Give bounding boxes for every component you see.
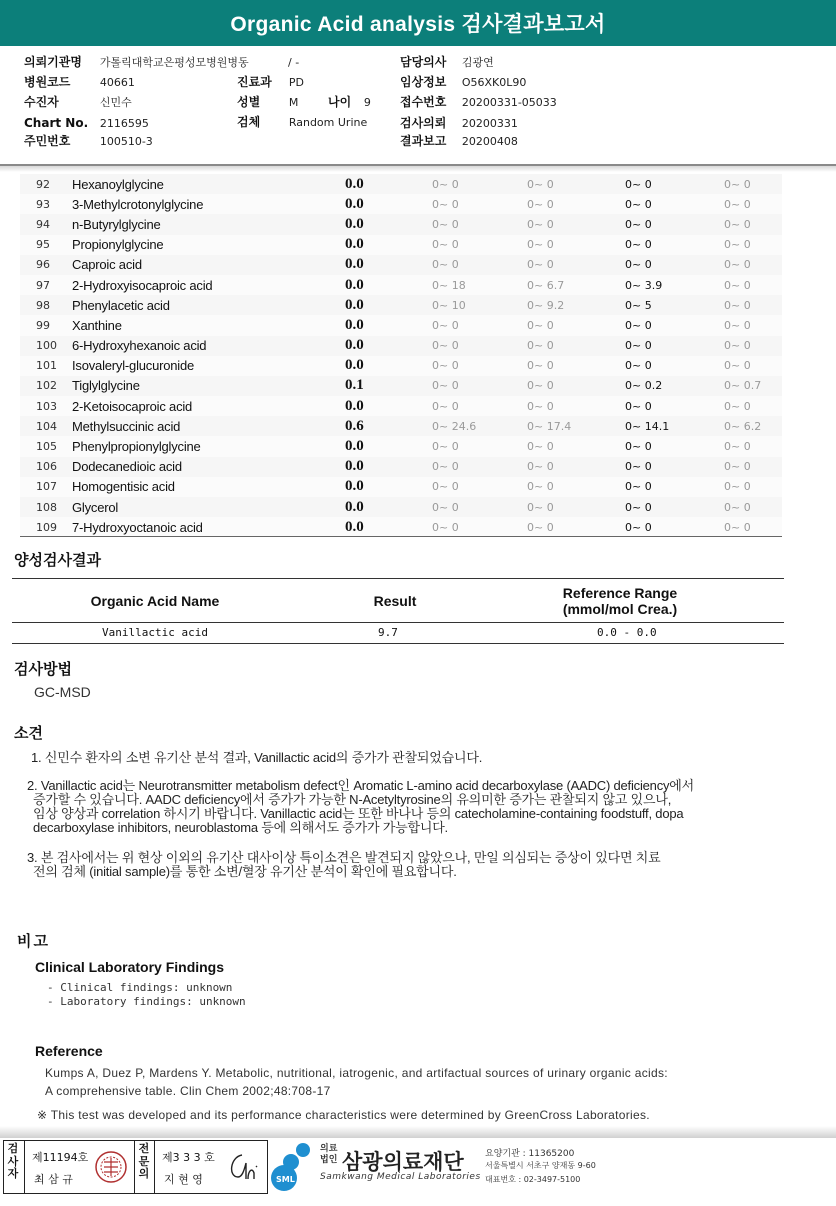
row-number: 98 [36, 298, 50, 312]
row-number: 94 [36, 217, 50, 231]
acid-name: Isovaleryl-glucuronide [72, 358, 195, 374]
header-shadow [0, 166, 836, 172]
ref-range-2: 0~ 0 [527, 318, 554, 332]
acid-name: 7-Hydroxyoctanoic acid [72, 519, 203, 535]
finding-3-line-1: 3. 본 검사에서는 위 현상 이외의 유기산 대사이상 특이소견은 발견되지 않았으나, 만일 의심되는 증상이 있다면 치료 [27, 850, 661, 865]
ref-range-1: 0~ 18 [432, 278, 466, 292]
specialist-name: 지 현 영 [164, 1173, 203, 1186]
row-number: 97 [36, 278, 50, 292]
ref-range-3: 0~ 0 [625, 177, 652, 191]
positive-col-ref-1: Reference Range [562, 585, 678, 601]
specialist-license: 제3 3 3 호 [162, 1151, 215, 1164]
finding-3-line-2: 전의 검체 (initial sample)를 통한 소변/혈장 유기산 분석이 확인에 필요합니다. [33, 864, 457, 879]
row-number: 92 [36, 177, 50, 191]
ref-range-2: 0~ 0 [527, 399, 554, 413]
table-row [20, 457, 782, 477]
row-number: 105 [36, 440, 57, 454]
ref-range-2: 0~ 0 [527, 500, 554, 514]
ref-range-2: 0~ 0 [527, 197, 554, 211]
sex-row [237, 92, 298, 113]
results-table [20, 174, 782, 537]
acid-name: Xanthine [72, 317, 122, 333]
report-date-row [400, 131, 518, 152]
row-number: 106 [36, 460, 57, 474]
positive-top-rule [12, 578, 784, 579]
positive-col-result: Result [373, 593, 417, 609]
ref-range-1: 0~ 0 [432, 177, 459, 191]
accession-value: 20200331-05033 [461, 96, 557, 109]
inspector-label: 검사자 [7, 1142, 19, 1180]
table-row [20, 295, 782, 315]
request-value: 20200331 [461, 117, 518, 130]
clinical-findings-line-1: - Clinical findings: unknown [47, 981, 233, 994]
positive-col-name: Organic Acid Name [90, 593, 220, 609]
table-row [20, 194, 782, 214]
ward-row [288, 52, 299, 73]
acid-result: 0.0 [345, 518, 364, 535]
ref-range-3: 0~ 14.1 [625, 419, 670, 433]
finding-2-line-1: 2. Vanillactic acid는 Neurotransmitter metabolism defect인 Aromatic L-amino acid decarboxylase (AADC) deficiency에서 [27, 778, 695, 793]
patient-row [24, 92, 132, 113]
ref-range-4: 0~ 0 [724, 520, 751, 534]
row-number: 100 [36, 339, 57, 353]
ref-range-1: 0~ 0 [432, 359, 459, 373]
age-label: 나이 [328, 95, 352, 109]
ref-range-3: 0~ 0 [625, 520, 652, 534]
table-row [20, 497, 782, 517]
disclaimer: ※ This test was developed and its performance characteristics were determined by GreenCross Laboratories. [37, 1108, 650, 1122]
ref-range-3: 0~ 0 [625, 480, 652, 494]
acid-result: 0.0 [345, 175, 364, 192]
ref-range-4: 0~ 0 [724, 217, 751, 231]
accession-row [400, 92, 557, 113]
specialist-label: 전문의 [138, 1142, 150, 1180]
ref-range-3: 0~ 0 [625, 238, 652, 252]
positive-col-ref-2: (mmol/mol Crea.) [562, 601, 678, 617]
row-number: 96 [36, 258, 50, 272]
finding-2-line-3: 임상 양상과 correlation 하시기 바랍니다. Vanillactic acid는 또한 바나나 등의 catecholamine-containing foodstuff, dopa [33, 806, 684, 821]
org-address: 서울특별시 서초구 양재동 9-60 [485, 1161, 596, 1170]
finding-2-line-4: decarboxylase inhibitors, neuroblastoma 등에 의해서도 증가가 가능합니다. [33, 820, 448, 835]
acid-result: 0.0 [345, 498, 364, 515]
acid-result: 0.0 [345, 478, 364, 495]
inspector-name: 최 삼 규 [34, 1173, 73, 1186]
org-english: Samkwang Medical Laboratories [320, 1172, 481, 1182]
ref-range-4: 0~ 0 [724, 318, 751, 332]
idno-value: 100510-3 [99, 135, 153, 148]
ref-range-4: 0~ 0 [724, 440, 751, 454]
doctor-value: 김광연 [461, 56, 494, 69]
ref-range-2: 0~ 0 [527, 480, 554, 494]
sig-divider-2 [134, 1141, 135, 1193]
signature-box [3, 1140, 268, 1194]
row-number: 108 [36, 500, 57, 514]
acid-result: 0.0 [345, 458, 364, 475]
ref-range-2: 0~ 17.4 [527, 419, 572, 433]
report-title: Organic Acid analysis 검사결과보고서 [0, 0, 836, 46]
clinical-row [400, 72, 526, 93]
ref-range-4: 0~ 0 [724, 278, 751, 292]
ref-range-3: 0~ 0.2 [625, 379, 663, 393]
sml-logo-icon [270, 1140, 318, 1192]
ref-range-3: 0~ 0 [625, 399, 652, 413]
ref-range-2: 0~ 0 [527, 460, 554, 474]
ref-range-2: 0~ 6.7 [527, 278, 565, 292]
ref-range-4: 0~ 0 [724, 298, 751, 312]
clinical-findings-title: Clinical Laboratory Findings [35, 959, 225, 975]
ref-range-2: 0~ 9.2 [527, 298, 565, 312]
acid-name: Glycerol [72, 499, 119, 515]
signature-icon [222, 1149, 262, 1185]
dept-row [237, 72, 304, 93]
specimen-value: Random Urine [288, 116, 368, 129]
row-number: 102 [36, 379, 57, 393]
institution-value: 가톨릭대학교은평성모병원병동 [99, 56, 249, 69]
age-row [328, 92, 371, 113]
chart-label: Chart No. [24, 116, 89, 130]
clinical-findings-line-2: - Laboratory findings: unknown [47, 995, 246, 1008]
sig-divider-1 [24, 1141, 25, 1193]
row-number: 99 [36, 318, 50, 332]
doctor-label: 담당의사 [400, 55, 447, 69]
ref-range-3: 0~ 0 [625, 339, 652, 353]
acid-result: 0.0 [345, 256, 364, 273]
org-prefix: 의료법인 [320, 1144, 338, 1165]
ref-range-1: 0~ 0 [432, 379, 459, 393]
patient-label: 수진자 [24, 95, 59, 109]
org-name: 삼광의료재단 [342, 1150, 464, 1174]
acid-result: 0.6 [345, 417, 364, 434]
acid-result: 0.0 [345, 438, 364, 455]
dept-value: PD [288, 76, 304, 89]
reference-title: Reference [35, 1043, 103, 1059]
acid-result: 0.0 [345, 337, 364, 354]
hospital-code-row [24, 72, 135, 93]
ref-range-1: 0~ 0 [432, 238, 459, 252]
acid-name: 6-Hydroxyhexanoic acid [72, 338, 207, 354]
clinical-value: O56XK0L90 [461, 76, 527, 89]
acid-name: 3-Methylcrotonylglycine [72, 196, 204, 212]
ref-range-1: 0~ 0 [432, 197, 459, 211]
ward-value: / - [288, 56, 300, 69]
ref-range-1: 0~ 0 [432, 440, 459, 454]
findings-title: 소견 [14, 724, 43, 742]
accession-label: 접수번호 [400, 95, 447, 109]
ref-range-3: 0~ 0 [625, 318, 652, 332]
ref-range-1: 0~ 0 [432, 520, 459, 534]
org-tel: 대표번호 : 02-3497-5100 [485, 1175, 581, 1184]
specimen-label: 검체 [237, 115, 261, 129]
positive-row-result: 9.7 [378, 626, 398, 639]
acid-result: 0.0 [345, 276, 364, 293]
positive-head-rule [12, 622, 784, 623]
ref-range-4: 0~ 0 [724, 238, 751, 252]
sex-label: 성별 [237, 95, 261, 109]
ref-range-4: 0~ 0.7 [724, 379, 762, 393]
ref-range-2: 0~ 0 [527, 379, 554, 393]
table-row [20, 255, 782, 275]
table-row [20, 436, 782, 456]
ref-range-1: 0~ 0 [432, 460, 459, 474]
ref-range-2: 0~ 0 [527, 359, 554, 373]
table-row [20, 396, 782, 416]
acid-result: 0.0 [345, 236, 364, 253]
acid-result: 0.0 [345, 195, 364, 212]
ref-range-1: 0~ 10 [432, 298, 466, 312]
ref-range-1: 0~ 0 [432, 399, 459, 413]
ref-range-3: 0~ 0 [625, 359, 652, 373]
acid-name: Methylsuccinic acid [72, 418, 181, 434]
table-row [20, 235, 782, 255]
row-number: 109 [36, 520, 57, 534]
institution-row [24, 52, 249, 73]
ref-range-4: 0~ 0 [724, 399, 751, 413]
logo-text: SML [276, 1175, 295, 1184]
row-number: 107 [36, 480, 57, 494]
row-number: 93 [36, 197, 50, 211]
ref-range-1: 0~ 0 [432, 480, 459, 494]
results-divider [20, 536, 782, 537]
ref-range-2: 0~ 0 [527, 238, 554, 252]
ref-range-2: 0~ 0 [527, 440, 554, 454]
org-code: 요양기관 : 11365200 [485, 1149, 575, 1159]
ref-range-4: 0~ 0 [724, 359, 751, 373]
patient-value: 신민수 [99, 96, 132, 109]
acid-name: Dodecanedioic acid [72, 459, 182, 475]
ref-range-3: 0~ 0 [625, 258, 652, 272]
table-row [20, 336, 782, 356]
ref-range-4: 0~ 0 [724, 500, 751, 514]
ref-range-3: 0~ 0 [625, 440, 652, 454]
doctor-row [400, 52, 494, 73]
method-title: 검사방법 [14, 660, 72, 678]
ref-range-4: 0~ 0 [724, 339, 751, 353]
acid-name: Phenylpropionylglycine [72, 439, 201, 455]
ref-range-1: 0~ 0 [432, 318, 459, 332]
positive-row-ref: 0.0 - 0.0 [597, 626, 657, 639]
acid-result: 0.0 [345, 357, 364, 374]
age-value: 9 [363, 96, 371, 109]
ref-range-2: 0~ 0 [527, 177, 554, 191]
seal-icon [94, 1150, 128, 1184]
ref-range-3: 0~ 0 [625, 197, 652, 211]
ref-range-1: 0~ 0 [432, 500, 459, 514]
positive-bottom-rule [12, 643, 784, 644]
report-date-value: 20200408 [461, 135, 518, 148]
acid-name: 2-Ketoisocaproic acid [72, 398, 193, 414]
ref-range-2: 0~ 0 [527, 520, 554, 534]
inspector-license: 제11194호 [32, 1151, 89, 1164]
ref-range-1: 0~ 0 [432, 339, 459, 353]
chart-value: 2116595 [99, 117, 149, 130]
acid-name: Phenylacetic acid [72, 297, 170, 313]
acid-result: 0.1 [345, 377, 364, 394]
footer-band [0, 1126, 836, 1138]
table-row [20, 477, 782, 497]
acid-result: 0.0 [345, 397, 364, 414]
table-row [20, 356, 782, 376]
finding-1: 1. 신민수 환자의 소변 유기산 분석 결과, Vanillactic acid의 증가가 관찰되었습니다. [31, 750, 483, 765]
acid-result: 0.0 [345, 296, 364, 313]
acid-name: Propionylglycine [72, 237, 164, 253]
finding-2-line-2: 증가할 수 있습니다. AADC deficiency에서 증가가 가능한 N-Acetyltyrosine의 유의미한 증가는 관찰되지 않고 있으나, [33, 792, 672, 807]
ref-range-4: 0~ 0 [724, 480, 751, 494]
ref-range-2: 0~ 0 [527, 258, 554, 272]
row-number: 103 [36, 399, 57, 413]
ref-range-3: 0~ 0 [625, 217, 652, 231]
acid-name: Hexanoylglycine [72, 176, 164, 192]
ref-range-4: 0~ 0 [724, 177, 751, 191]
positive-results-title: 양성검사결과 [14, 551, 101, 569]
table-row [20, 315, 782, 335]
ref-range-3: 0~ 5 [625, 298, 652, 312]
idno-label: 주민번호 [24, 134, 71, 148]
table-row [20, 376, 782, 396]
table-row [20, 517, 782, 537]
positive-row-name: Vanillactic acid [102, 626, 208, 639]
acid-result: 0.0 [345, 316, 364, 333]
row-number: 104 [36, 419, 57, 433]
table-row [20, 174, 782, 194]
method-value: GC-MSD [34, 684, 91, 700]
remarks-title: 비고 [17, 932, 50, 950]
specimen-row [237, 112, 367, 133]
hospital-code-label: 병원코드 [24, 75, 71, 89]
dept-label: 진료과 [237, 75, 272, 89]
table-row [20, 275, 782, 295]
acid-name: n-Butyrylglycine [72, 216, 161, 232]
ref-range-4: 0~ 6.2 [724, 419, 762, 433]
reference-line-1: Kumps A, Duez P, Mardens Y. Metabolic, nutritional, iatrogenic, and artifactual sources of urinary organic acids: [45, 1066, 668, 1080]
ref-range-3: 0~ 0 [625, 460, 652, 474]
institution-label: 의뢰기관명 [24, 55, 82, 69]
clinical-label: 임상정보 [400, 75, 447, 89]
row-number: 95 [36, 238, 50, 252]
acid-name: Homogentisic acid [72, 479, 175, 495]
ref-range-4: 0~ 0 [724, 258, 751, 272]
sig-divider-3 [154, 1141, 155, 1193]
acid-result: 0.0 [345, 215, 364, 232]
acid-name: Tiglylglycine [72, 378, 140, 394]
ref-range-1: 0~ 0 [432, 217, 459, 231]
reference-line-2: A comprehensive table. Clin Chem 2002;48:708-17 [45, 1084, 331, 1098]
ref-range-4: 0~ 0 [724, 197, 751, 211]
hospital-code-value: 40661 [99, 76, 135, 89]
row-number: 101 [36, 359, 57, 373]
idno-row [24, 131, 153, 152]
acid-name: 2-Hydroxyisocaproic acid [72, 277, 213, 293]
acid-name: Caproic acid [72, 257, 142, 273]
ref-range-3: 0~ 3.9 [625, 278, 663, 292]
ref-range-2: 0~ 0 [527, 339, 554, 353]
ref-range-1: 0~ 24.6 [432, 419, 477, 433]
ref-range-3: 0~ 0 [625, 500, 652, 514]
table-row [20, 416, 782, 436]
request-label: 검사의뢰 [400, 116, 447, 130]
sex-value: M [288, 96, 299, 109]
table-row [20, 214, 782, 234]
report-date-label: 결과보고 [400, 134, 447, 148]
ref-range-4: 0~ 0 [724, 460, 751, 474]
ref-range-1: 0~ 0 [432, 258, 459, 272]
ref-range-2: 0~ 0 [527, 217, 554, 231]
